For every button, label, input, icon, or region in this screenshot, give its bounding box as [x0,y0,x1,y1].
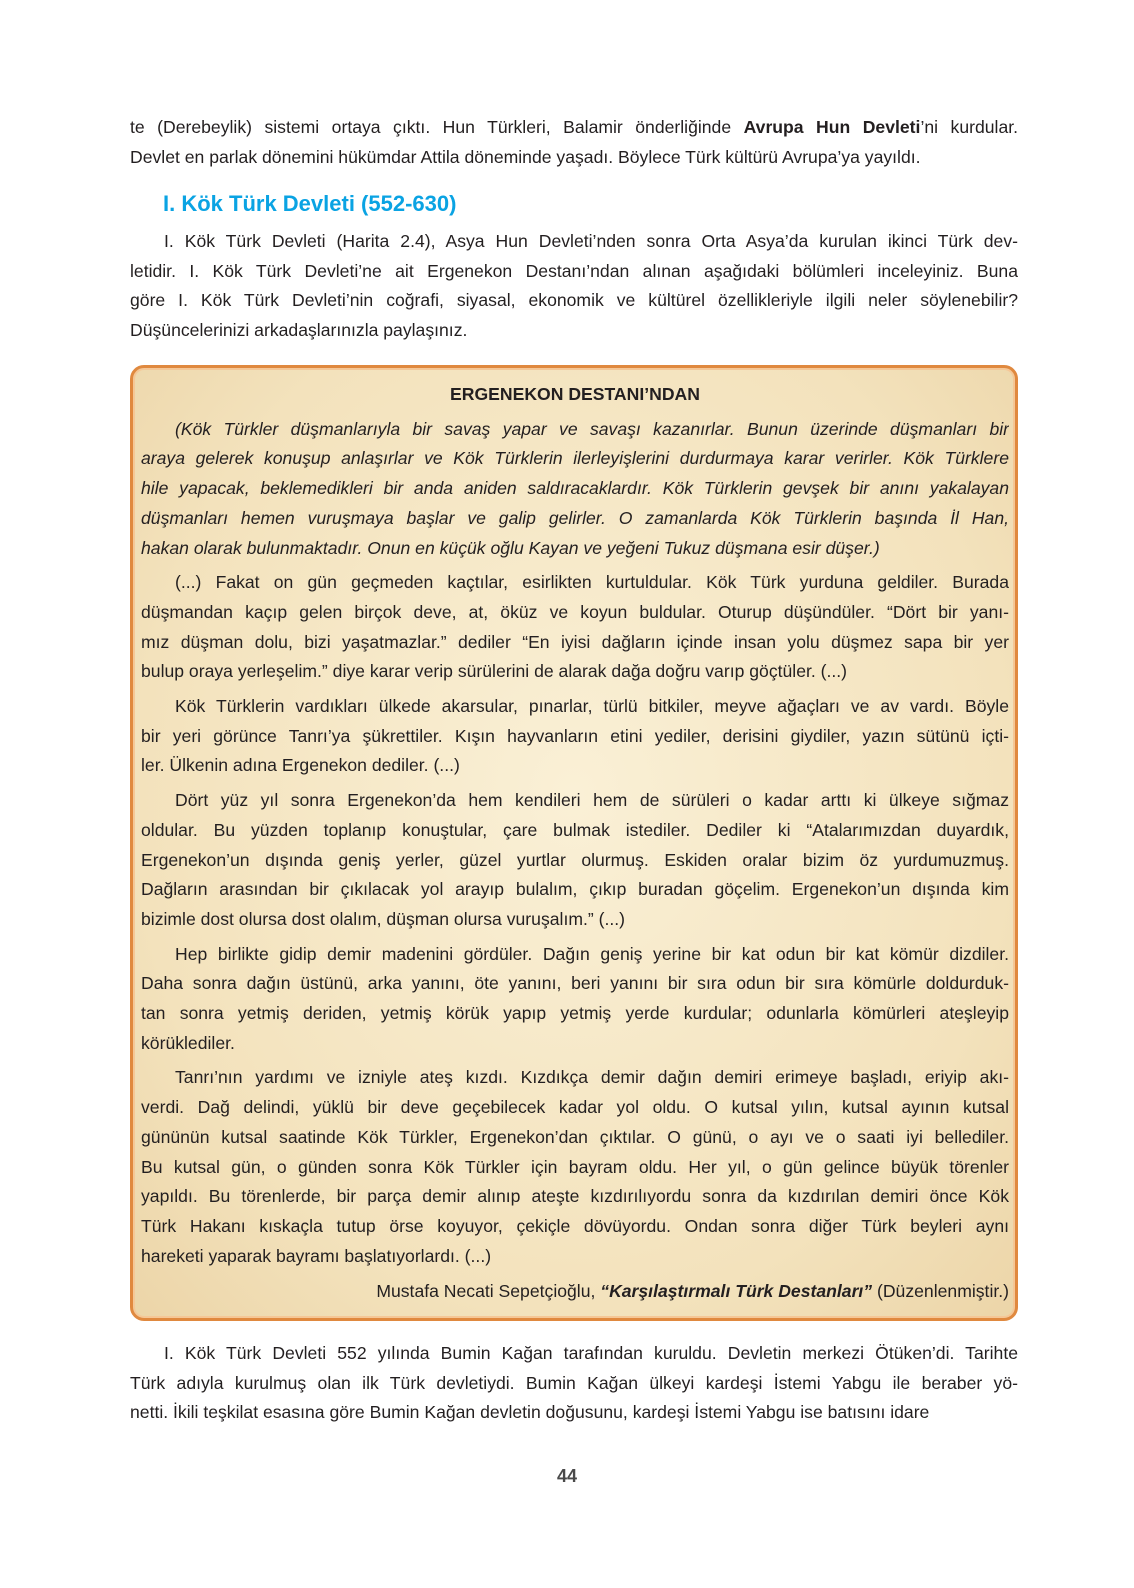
intro-paragraph [130,227,1018,346]
bottom-paragraph [130,1339,1018,1428]
text-segment: ’ni kurdular. [920,117,1018,137]
text-line: hile yapacak, beklemedikleri bir anda aniden saldıracaklardır. Kök Türklerin gevşek bir anını yakalayan [141,478,1009,499]
text-line: düşmandan kaçıp gelen birçok deve, at, öküz ve koyun buldular. Oturup düşündüler. “Dört bir yanı- [141,601,1009,622]
text-line: oldular. Bu yüzden toplanıp konuştular, çare bulmak istediler. Dediler ki “Atalarımızdan duyardık, [141,819,1009,840]
text-segment: te (Derebeylik) sistemi ortaya çıktı. Hun Türkleri, Balamir önderliğinde [130,117,744,137]
text-line: mız düşman dolu, bizi yaşatmazlar.” dediler “En iyisi dağların içinde insan yolu düşmez sapa bir yer [141,631,1009,652]
text-line: tan sonra yetmiş deriden, yetmiş körük yapıp yetmiş yerde kurdular; odunlarla kömürleri ateşleyip [141,1003,1009,1024]
text-line: yapıldı. Bu törenlerde, bir parça demir alınıp ateşte kızdırılıyordu sonra da kızdırılan demiri önce Kök [141,1186,1009,1207]
text-line [130,113,1018,143]
box-paragraph [141,940,1009,1059]
text-line: letidir. I. Kök Türk Devleti’ne ait Ergenekon Destanı’ndan alınan aşağıdaki bölümleri inceleyiniz. Buna [130,260,1018,281]
text-line: bir yeri görünce Tanrı’ya şükrettiler. Kışın hayvanların etini yediler, derisini giydiler, yazın sütünü içti- [141,725,1009,746]
text-line: hakan olarak bulunmaktadır. Onun en küçük oğlu Kayan ve yeğeni Tukuz düşmana esir düşer.) [141,537,880,558]
box-paragraphs [141,415,1009,1272]
text-line: verdi. Dağ delindi, yüklü bir deve geçebilecek kadar yol oldu. O kutsal yılın, kutsal ayının kutsal [141,1097,1009,1118]
text-line: ler. Ülkenin adına Ergenekon dediler. (...) [141,755,460,776]
text-line: Dağların arasından bir çıkılacak yol arayıp bulalım, çıkıp buradan göçelim. Ergenekon’un dışında kim [141,879,1009,900]
text-line: körüklediler. [141,1032,235,1053]
source-note: (Düzenlenmiştir.) [872,1281,1009,1302]
text-line: Düşüncelerinizi arkadaşlarınızla paylaşınız. [130,320,468,341]
text-line: Tanrı’nın yardımı ve izniyle ateş kızdı. Kızdıkça demir dağın demiri erimeye başladı, eriyip akı- [175,1067,1009,1088]
box-paragraph [141,1063,1009,1271]
text-line: Hep birlikte gidip demir madenini gördüler. Dağın geniş yerine bir kat odun bir kat kömür dizdiler. [175,943,1009,964]
text-line: netti. İkili teşkilat esasına göre Bumin Kağan devletin doğusunu, kardeşi İstemi Yabgu ise batısını idare [130,1402,930,1423]
text-line: Bu kutsal gün, o günden sonra Kök Türkler için bayram oldu. Her yıl, o gün gelince büyük törenler [141,1156,1009,1177]
text-line: bulup oraya yerleşelim.” diye karar verip sürülerini de alarak dağa doğru varıp göçtüler. (...) [141,661,848,682]
box-paragraph [141,786,1009,935]
text-line: I. Kök Türk Devleti (Harita 2.4), Asya Hun Devleti’nden sonra Orta Asya’da kurulan ikinci Türk dev- [164,231,1018,251]
text-line: Ergenekon’un dışında geniş yerler, güzel yurtlar olurmuş. Eskiden oralar bizim öz yurdumuzmuş. [141,849,1009,870]
text-segment: Devlet en parlak dönemini hükümdar Attila döneminde yaşadı. Böylece Türk kültürü Avrupa’ya yayıldı. [130,146,921,167]
source-citation [141,1277,1009,1307]
text-line [130,143,1018,173]
bold-text: Avrupa Hun Devleti [743,117,921,137]
epic-excerpt-box [130,365,1018,1321]
box-paragraph [141,415,1009,564]
text-line: (Kök Türkler düşmanlarıyla bir savaş yapar ve savaşı kazanırlar. Bunun üzerinde düşmanları bir [175,418,1009,439]
source-author: Mustafa Necati Sepetçioğlu, [376,1281,601,1302]
text-line: (...) Fakat on gün geçmeden kaçtılar, esirlikten kurtuldular. Kök Türk yurduna geldiler. Burada [175,572,1009,593]
box-paragraph [141,692,1009,781]
text-line: araya gelerek konuşup anlaşırlar ve Kök Türklerin ilerleyişlerini durdurmaya karar verirler. Kök Türklere [141,448,1009,469]
top-paragraph [130,113,1018,172]
text-line: Türk Hakanı kıskaçla tutup örse koyuyor, çekiçle dövüyordu. Ondan sonra diğer Türk beyleri aynı [141,1215,1009,1236]
section-heading: I. Kök Türk Devleti (552-630) [163,191,457,216]
text-line: düşmanları hemen vuruşmaya başlar ve galip gelirler. O zamanlarda Kök Türklerin başında İl Han, [141,507,1009,528]
text-line: hareketi yaparak bayramı başlatıyorlardı. (...) [141,1245,492,1266]
source-book: “Karşılaştırmalı Türk Destanları” [600,1281,873,1302]
box-title: ERGENEKON DESTANI’NDAN [450,384,700,404]
text-line: Dört yüz yıl sonra Ergenekon’da hem kendileri hem de sürüleri o kadar arttı ki ülkeye sığmaz [175,790,1009,811]
text-line: Kök Türklerin vardıkları ülkede akarsular, pınarlar, türlü bitkiler, meyve ağaçları ve av vardı. Böyle [175,696,1009,717]
text-line: gününün kutsal saatinde Kök Türkler, Ergenekon’dan çıktılar. O günü, o ayı ve o saati iyi bellediler. [141,1126,1009,1147]
text-line: I. Kök Türk Devleti 552 yılında Bumin Kağan tarafından kuruldu. Devletin merkezi Ötüken’di. Tarihte [164,1343,1018,1363]
page-number: 44 [556,1466,578,1486]
box-paragraph [141,568,1009,687]
text-line: göre I. Kök Türk Devleti’nin coğrafi, siyasal, ekonomik ve kültürel özellikleriyle ilgili neler söylenebilir? [130,290,1018,311]
text-line: Türk adıyla kurulmuş olan ilk Türk devletiydi. Bumin Kağan ülkeyi kardeşi İstemi Yabgu ile beraber yö- [130,1372,1018,1393]
text-line: bizimle dost olursa dost olalım, düşman olursa vuruşalım.” (...) [141,908,625,929]
text-line: Daha sonra dağın üstünü, arka yanını, öte yanını, beri yanını bir sıra odun bir sıra kömürle doldurduk- [141,973,1009,994]
